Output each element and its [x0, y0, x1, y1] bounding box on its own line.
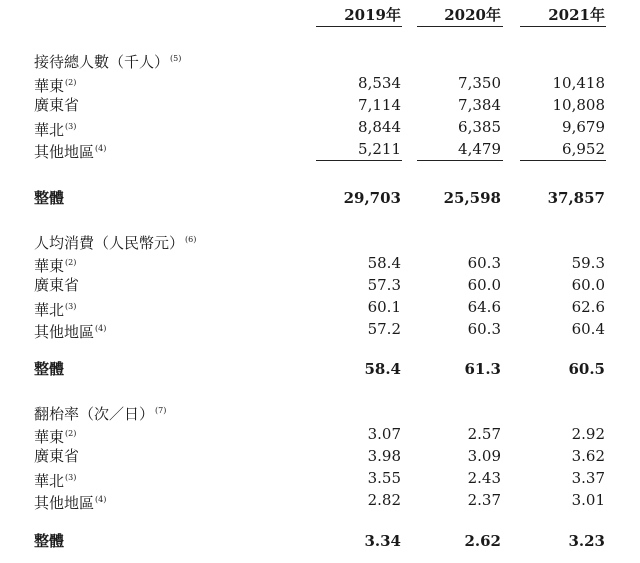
total-label: 整體: [34, 189, 65, 207]
cell-2020: 2.57: [467, 425, 501, 443]
cell-2019: 3.34: [364, 532, 401, 550]
row-label: 廣東省: [34, 276, 80, 294]
cell-2019: 57.3: [367, 276, 401, 294]
row-label: 華北: [34, 301, 65, 319]
table-row: [0, 296, 640, 318]
cell-2021: 10,418: [552, 74, 605, 92]
footnote-marker: (2): [65, 78, 77, 87]
table-row: [0, 274, 640, 296]
total-label: 整體: [34, 532, 65, 550]
row-label: 華東: [34, 77, 65, 95]
cell-2020: 61.3: [464, 360, 501, 378]
row-label: 華北: [34, 472, 65, 490]
section-title-turnover: [0, 400, 640, 422]
column-header-2019: 2019年: [344, 6, 401, 24]
total-label: 整體: [34, 360, 65, 378]
row-label: 華北: [34, 121, 65, 139]
cell-2020: 2.62: [464, 532, 501, 550]
row-label: 其他地區: [34, 143, 95, 161]
cell-2019: 3.98: [367, 447, 401, 465]
footnote-marker: (4): [95, 144, 107, 153]
header-rule: [316, 26, 402, 27]
row-label: 華東: [34, 257, 65, 275]
row-label: 廣東省: [34, 96, 80, 114]
cell-2020: 2.43: [467, 469, 501, 487]
footnote-marker: (7): [155, 406, 167, 415]
cell-2020: 60.0: [467, 276, 501, 294]
section-title-visitors: [0, 48, 640, 70]
cell-2019: 29,703: [343, 189, 401, 207]
row-label: 廣東省: [34, 447, 80, 465]
cell-2020: 60.3: [467, 320, 501, 338]
cell-2021: 9,679: [562, 118, 605, 136]
table-row: [0, 445, 640, 467]
section-title-text: 人均消費（人民幣元）: [34, 234, 185, 252]
footnote-marker: (6): [185, 235, 197, 244]
cell-2021: 6,952: [562, 140, 605, 158]
cell-2020: 60.3: [467, 254, 501, 272]
table-row: [0, 467, 640, 489]
cell-2021: 10,808: [552, 96, 605, 114]
subtotal-rule: [417, 160, 503, 161]
cell-2021: 60.0: [571, 276, 605, 294]
cell-2019: 58.4: [364, 360, 401, 378]
section-title-text: 接待總人數（千人）: [34, 53, 170, 71]
cell-2021: 37,857: [547, 189, 605, 207]
footnote-marker: (3): [65, 122, 77, 131]
cell-2021: 3.37: [571, 469, 605, 487]
total-row: [0, 187, 640, 209]
footnote-marker: (3): [65, 302, 77, 311]
footnote-marker: (5): [170, 54, 182, 63]
table-row: [0, 72, 640, 94]
cell-2019: 8,844: [358, 118, 401, 136]
footnote-marker: (2): [65, 258, 77, 267]
cell-2019: 60.1: [367, 298, 401, 316]
cell-2019: 3.07: [367, 425, 401, 443]
cell-2020: 3.09: [467, 447, 501, 465]
header-rule: [520, 26, 606, 27]
cell-2021: 3.23: [568, 532, 605, 550]
table-row: [0, 116, 640, 138]
cell-2021: 2.92: [571, 425, 605, 443]
cell-2020: 6,385: [458, 118, 501, 136]
cell-2020: 25,598: [443, 189, 501, 207]
row-label: 華東: [34, 428, 65, 446]
footnote-marker: (4): [95, 324, 107, 333]
header-rule: [417, 26, 503, 27]
total-row: [0, 530, 640, 552]
table-row: [0, 252, 640, 274]
subtotal-rule: [316, 160, 402, 161]
cell-2021: 3.01: [571, 491, 605, 509]
row-label: 其他地區: [34, 494, 95, 512]
table-row: [0, 138, 640, 160]
column-header-2020: 2020年: [444, 6, 501, 24]
footnote-marker: (2): [65, 429, 77, 438]
footnote-marker: (4): [95, 495, 107, 504]
cell-2019: 8,534: [358, 74, 401, 92]
cell-2019: 5,211: [358, 140, 401, 158]
cell-2020: 7,350: [458, 74, 501, 92]
table-row: [0, 94, 640, 116]
section-title-text: 翻枱率（次／日）: [34, 405, 155, 423]
total-row: [0, 358, 640, 380]
row-label: 其他地區: [34, 323, 95, 341]
cell-2020: 7,384: [458, 96, 501, 114]
cell-2019: 2.82: [367, 491, 401, 509]
table-row: [0, 318, 640, 340]
cell-2020: 64.6: [467, 298, 501, 316]
table-row: [0, 423, 640, 445]
cell-2021: 62.6: [571, 298, 605, 316]
subtotal-rule: [520, 160, 606, 161]
cell-2019: 7,114: [358, 96, 401, 114]
cell-2019: 58.4: [367, 254, 401, 272]
cell-2020: 4,479: [458, 140, 501, 158]
table-row: [0, 489, 640, 511]
column-header-2021: 2021年: [548, 6, 605, 24]
cell-2020: 2.37: [467, 491, 501, 509]
section-title-spending: [0, 229, 640, 251]
cell-2019: 57.2: [367, 320, 401, 338]
cell-2021: 60.5: [568, 360, 605, 378]
cell-2021: 3.62: [571, 447, 605, 465]
cell-2021: 60.4: [571, 320, 605, 338]
cell-2019: 3.55: [367, 469, 401, 487]
cell-2021: 59.3: [571, 254, 605, 272]
footnote-marker: (3): [65, 473, 77, 482]
